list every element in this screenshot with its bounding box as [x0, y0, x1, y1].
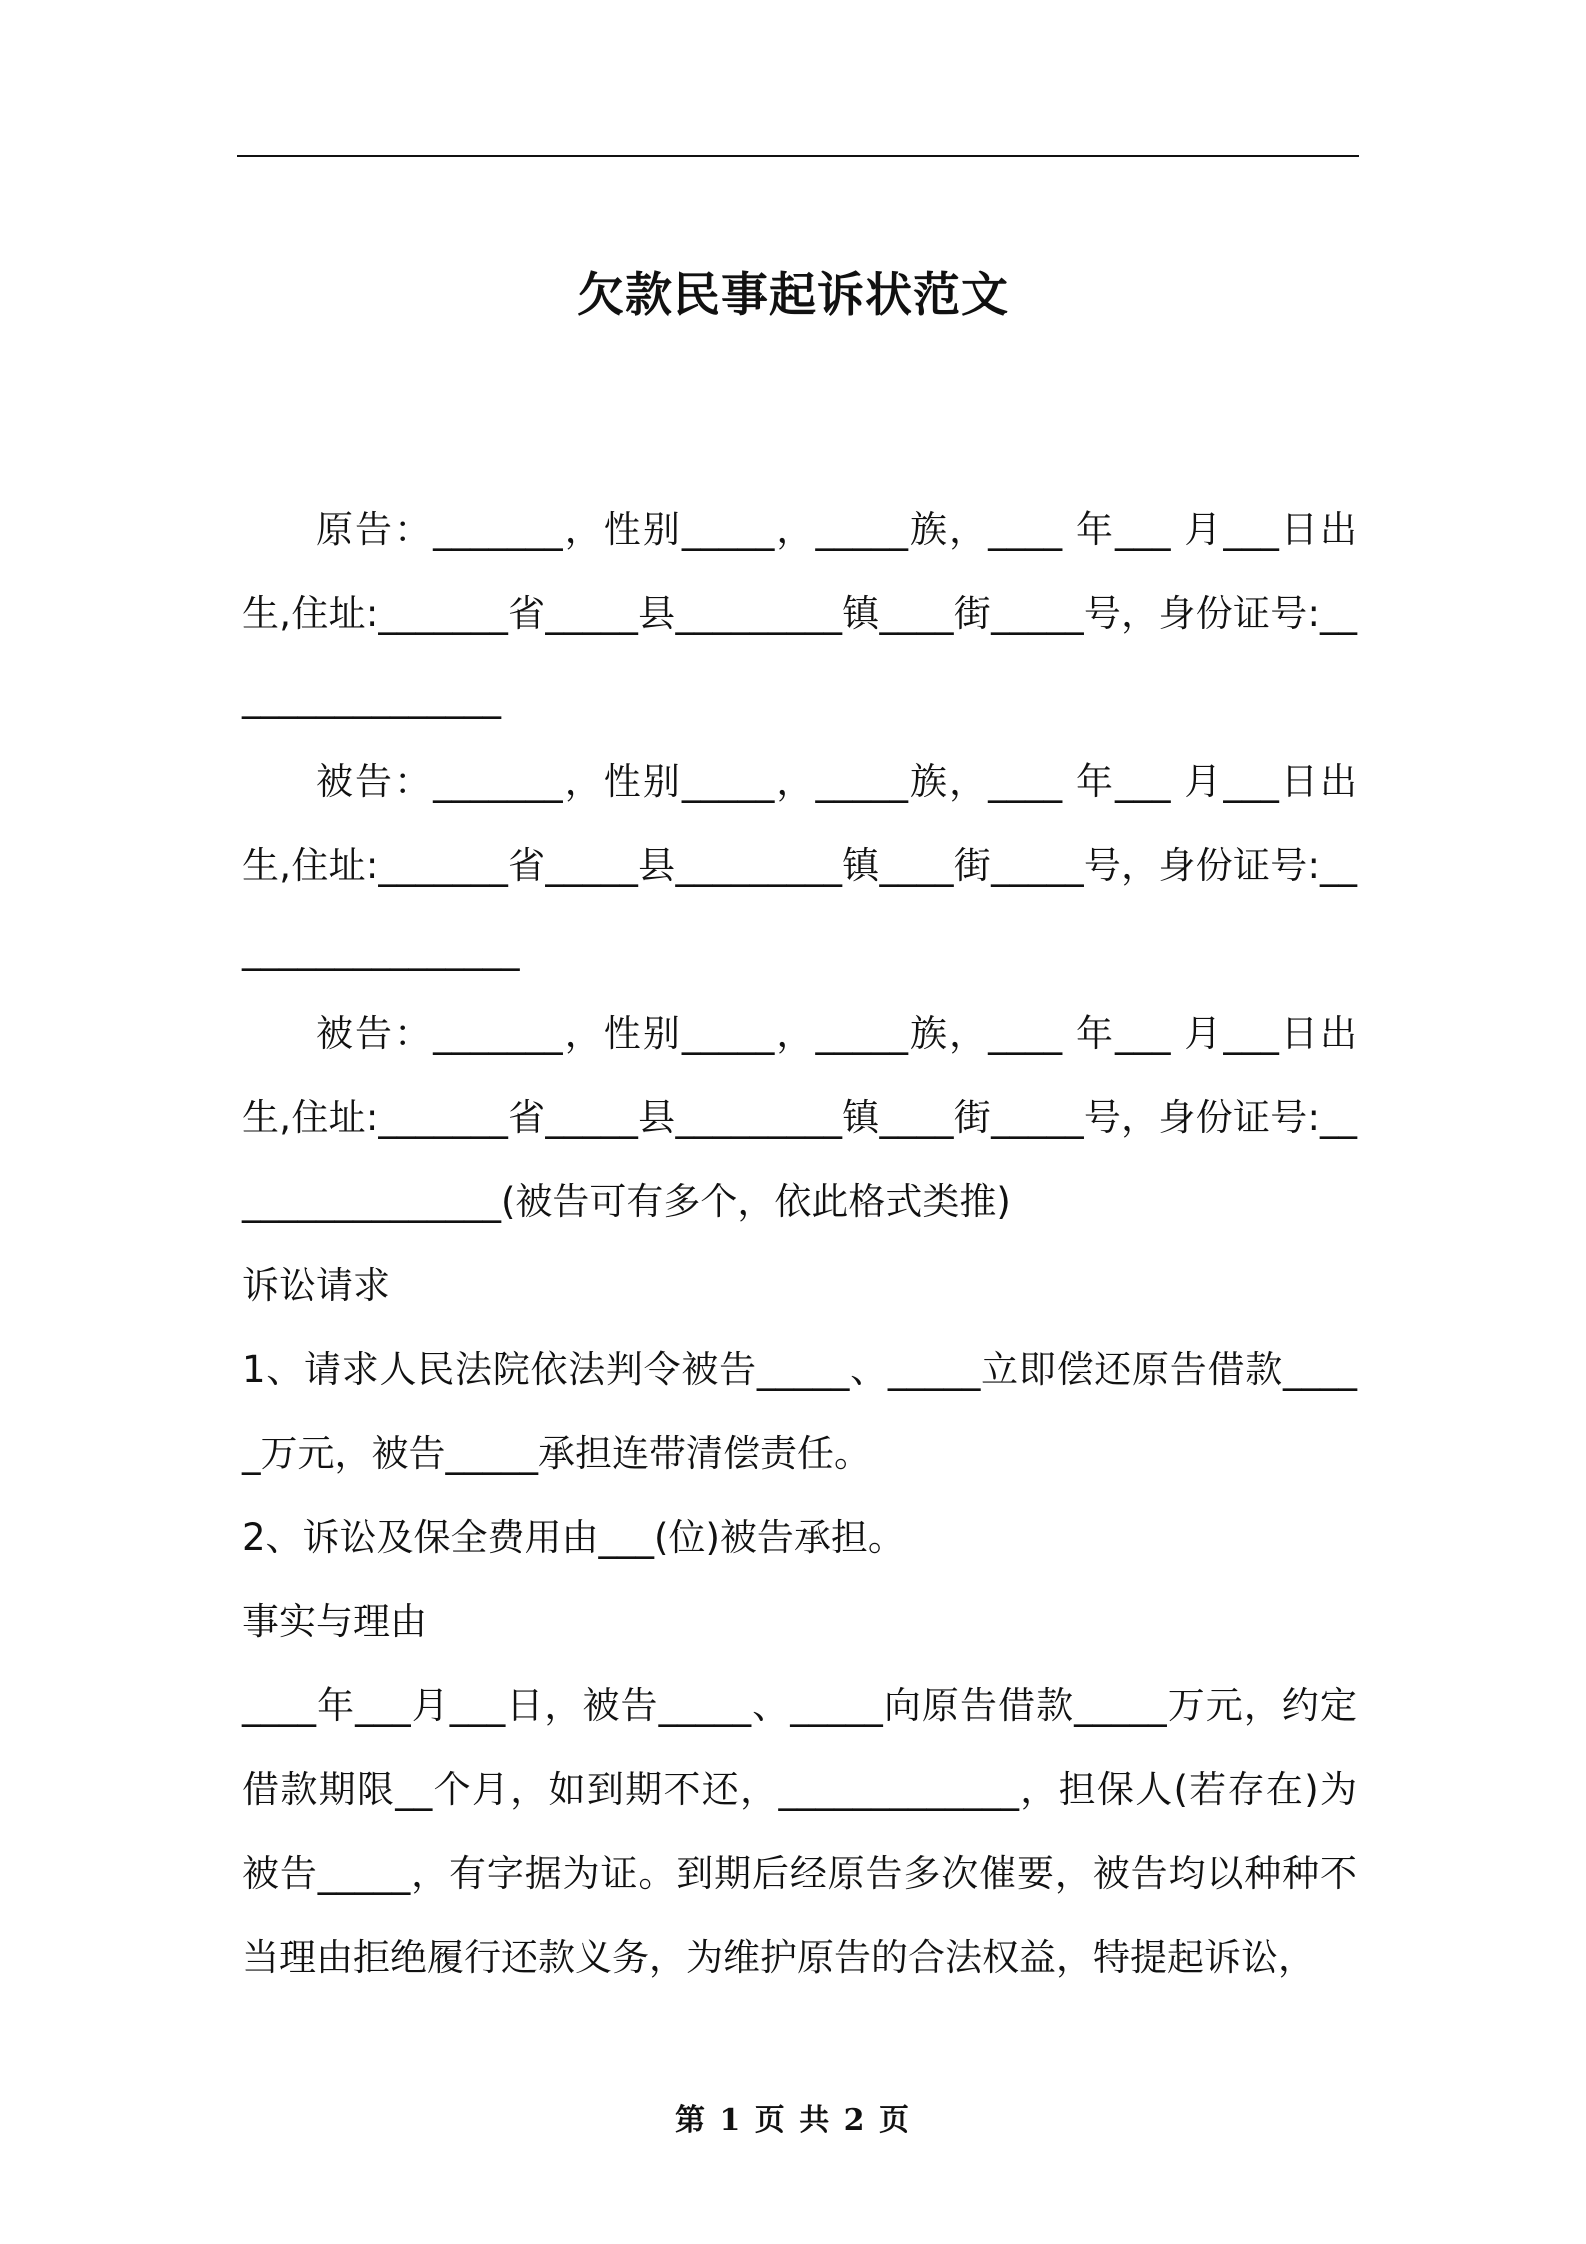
document-body	[242, 488, 1357, 2000]
plaintiff-paragraph: 原告：_______，性别_____，_____族，____ 年___ 月___日出生,住址:_______省_____县_________镇____街_____号，身份证号:________________	[242, 508, 1357, 719]
page-number-footer: 第 1 页 共 2 页	[675, 2103, 911, 2138]
defendant-paragraph-1: 被告：_______，性别_____，_____族，____ 年___ 月___日出生,住址:_______省_____县_________镇____街_____号，身份证号:_________________	[242, 760, 1357, 971]
header-rule	[237, 155, 1359, 157]
section-heading-claims: 诉讼请求	[242, 1264, 390, 1307]
facts-paragraph: ____年___月___日，被告_____、_____向原告借款_____万元，约定借款期限__个月，如到期不还，_____________，担保人(若存在)为被告_____，有字据为证。到期后经原告多次催要，被告均以种种不当理由拒绝履行还款义务，为维护原告的合法权益，特提起诉讼，	[242, 1684, 1357, 1979]
defendant-paragraph-2: 被告：_______，性别_____，_____族，____ 年___ 月___日出生,住址:_______省_____县_________镇____街_____号，身份证号:________________(被告可有多个，依此格式类推)	[242, 1012, 1357, 1223]
claim-item-2: 2、诉讼及保全费用由___(位)被告承担。	[242, 1516, 905, 1559]
section-heading-facts: 事实与理由	[242, 1600, 427, 1643]
claim-item-1: 1、请求人民法院依法判令被告_____、_____立即偿还原告借款_____万元，被告_____承担连带清偿责任。	[242, 1348, 1357, 1475]
document-title: 欠款民事起诉状范文	[577, 268, 1009, 323]
